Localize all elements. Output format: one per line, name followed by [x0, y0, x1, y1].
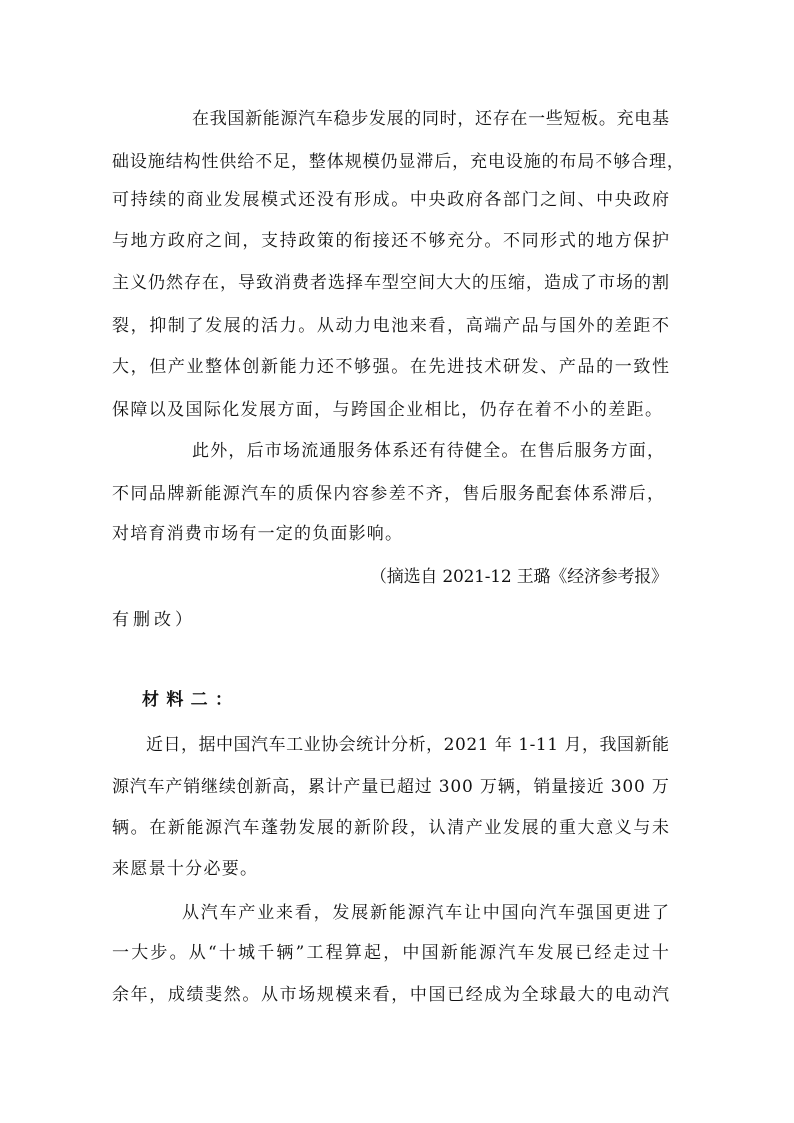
paragraph-2-line: 对培育消费市场有一定的负面影响。: [112, 524, 404, 544]
paragraph-1-line: 裂，抑制了发展的活力。从动力电池来看，高端产品与国外的差距不: [112, 316, 671, 336]
paragraph-4-line: 一大步。从“十城千辆”工程算起，中国新能源汽车发展已经走过十: [112, 943, 672, 963]
paragraph-1-line: 大，但产业整体创新能力还不够强。在先进技术研发、产品的一致性: [112, 357, 671, 377]
paragraph-1-line: 础设施结构性供给不足，整体规模仍显滞后，充电设施的布局不够合理，: [112, 152, 685, 172]
paragraph-2-line: 不同品牌新能源汽车的质保内容参差不齐，售后服务配套体系滞后，: [112, 484, 666, 504]
paragraph-1-line: 可持续的商业发展模式还没有形成。中央政府各部门之间、中央政府: [112, 190, 671, 210]
paragraph-3-line: 辆。在新能源汽车蓬勃发展的新阶段，认清产业发展的重大意义与未: [112, 818, 671, 838]
paragraph-1-line: 在我国新能源汽车稳步发展的同时，还存在一些短板。充电基: [192, 109, 670, 129]
paragraph-2-line: 此外，后市场流通服务体系还有待健全。在售后服务方面，: [192, 441, 666, 461]
source-citation-line: （摘选自 2021-12 王璐《经济参考报》: [370, 567, 668, 587]
paragraph-1-line: 与地方政府之间，支持政策的衔接还不够充分。不同形式的地方保护: [112, 231, 671, 251]
paragraph-3-line: 源汽车产销继续创新高，累计产量已超过 300 万辆，销量接近 300 万: [112, 777, 670, 797]
paragraph-1-line: 保障以及国际化发展方面，与跨国企业相比，仍存在着不小的差距。: [112, 400, 664, 420]
source-citation-line: 有删改）: [112, 610, 196, 630]
paragraph-4-line: 从汽车产业来看，发展新能源汽车让中国向汽车强国更进了: [182, 903, 671, 923]
paragraph-1-line: 主义仍然存在，导致消费者选择车型空间大大的压缩，造成了市场的割: [112, 273, 670, 293]
section-title: 材料二：: [142, 690, 240, 710]
paragraph-3-line: 来愿景十分必要。: [112, 859, 259, 879]
paragraph-3-line: 近日，据中国汽车工业协会统计分析，2021 年 1-11 月，我国新能: [146, 735, 670, 755]
paragraph-4-line: 余年，成绩斐然。从市场规模来看，中国已经成为全球最大的电动汽: [112, 985, 671, 1005]
